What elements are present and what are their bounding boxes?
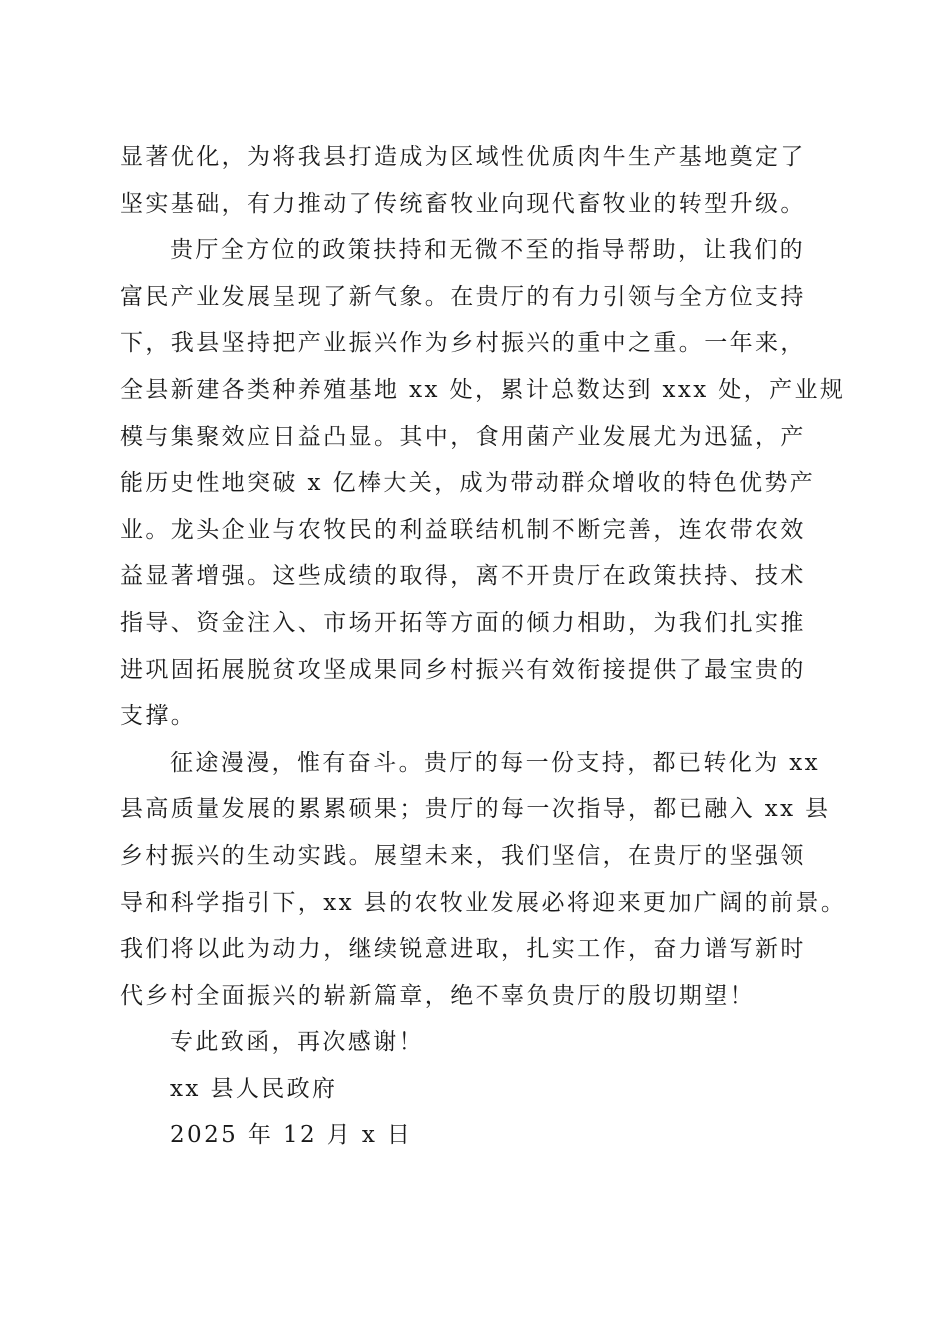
text-line: 代乡村全面振兴的崭新篇章，绝不辜负贵厅的殷切期望！ <box>120 982 755 1009</box>
text-line: 下，我县坚持把产业振兴作为乡村振兴的重中之重。一年来， <box>120 330 806 357</box>
text-line: 导和科学指引下，xx 县的农牧业发展必将迎来更加广阔的前景。 <box>120 889 847 916</box>
text-line: 支撑。 <box>120 703 197 730</box>
text-line: 坚实基础，有力推动了传统畜牧业向现代畜牧业的转型升级。 <box>120 190 806 217</box>
text-line: 模与集聚效应日益凸显。其中，食用菌产业发展尤为迅猛，产 <box>120 423 806 450</box>
text-line: 全县新建各类种养殖基地 xx 处，累计总数达到 xxx 处，产业规 <box>120 376 846 403</box>
text-line: 能历史性地突破 x 亿棒大关，成为带动群众增收的特色优势产 <box>120 470 816 497</box>
text-line: 指导、资金注入、市场开拓等方面的倾力相助，为我们扎实推 <box>120 609 806 636</box>
text-line: 益显著增强。这些成绩的取得，离不开贵厅在政策扶持、技术 <box>120 563 806 590</box>
date-line: 2025 年 12 月 x 日 <box>170 1122 413 1149</box>
text-line: 进巩固拓展脱贫攻坚成果同乡村振兴有效衔接提供了最宝贵的 <box>120 656 806 683</box>
closing-line: 专此致函，再次感谢！ <box>170 1029 424 1056</box>
text-line: 我们将以此为动力，继续锐意进取，扎实工作，奋力谱写新时 <box>120 936 806 963</box>
text-line: 征途漫漫，惟有奋斗。贵厅的每一份支持，都已转化为 xx <box>170 749 821 776</box>
text-line: 显著优化，为将我县打造成为区域性优质肉牛生产基地奠定了 <box>120 144 806 170</box>
text-line: 贵厅全方位的政策扶持和无微不至的指导帮助，让我们的 <box>170 237 805 264</box>
text-line: 富民产业发展呈现了新气象。在贵厅的有力引领与全方位支持 <box>120 283 806 310</box>
text-line: 县高质量发展的累累硕果；贵厅的每一次指导，都已融入 xx 县 <box>120 796 831 823</box>
text-line: 乡村振兴的生动实践。展望未来，我们坚信，在贵厅的坚强领 <box>120 842 806 869</box>
letter-body <box>120 134 850 1159</box>
text-line: 业。龙头企业与农牧民的利益联结机制不断完善，连农带农效 <box>120 516 806 543</box>
signature-line: xx 县人民政府 <box>170 1075 338 1102</box>
